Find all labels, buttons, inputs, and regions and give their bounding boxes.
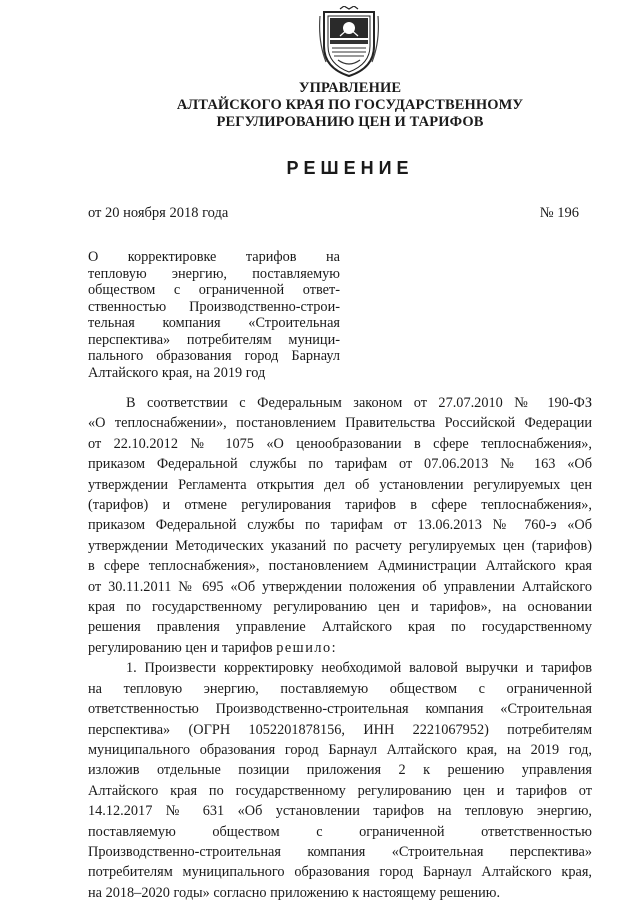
subject-line: ственностью Производственно-строи-	[88, 298, 340, 315]
preamble-line: регулированию цен и тарифов	[88, 639, 277, 656]
document-body	[88, 393, 592, 903]
subject-line: пального образования город Барнаул	[88, 348, 340, 364]
subject-line: тельная компания «Строительная	[88, 315, 340, 331]
preamble-final-line	[88, 638, 592, 658]
document-title: РЕШЕНИЕ	[286, 158, 414, 178]
preamble-line: в сфере теплоснабжения», постановлением Администрации Алтайского края	[88, 558, 592, 575]
item-1-line: на 2018–2020 годы» согласно приложению к настоящему решению.	[88, 884, 501, 901]
preamble-line: В соответствии с Федеральным законом от 27.07.2010 № 190-ФЗ	[126, 395, 592, 411]
item-1-line: изложив отдельные позиции приложения 2 к решению управления	[88, 762, 592, 779]
preamble-line: приказом Федеральной службы по тарифам от 13.06.2013 № 760-э «Об	[88, 517, 592, 534]
item-1-line: потребителям муниципального образования город Барнаул Алтайского края,	[88, 864, 592, 881]
subject-line: перспектива» потребителям муници-	[88, 331, 340, 348]
item-1-line: поставляемую обществом с ограниченной ответственностью	[88, 823, 592, 840]
item-1-line: муниципального образования город Барнаул Алтайского края, на 2019 год,	[88, 741, 592, 758]
decided-colon: :	[331, 639, 336, 656]
preamble-line: от 30.11.2011 № 695 «Об утверждении положения об управлении Алтайского	[88, 578, 592, 595]
subject-line: тепловую энергию, поставляемую	[88, 265, 340, 282]
item-1-line: Алтайского края по государственному регулированию цен и тарифов от	[88, 782, 592, 799]
preamble-line: от 22.10.2012 № 1075 «О ценообразовании в сфере теплоснабжения»,	[88, 435, 592, 452]
subject-line: обществом с ограниченной ответ-	[88, 282, 340, 298]
preamble-line: решения правления управление Алтайского края по государственному	[88, 619, 592, 636]
org-name-line-1: УПРАВЛЕНИЕ	[298, 80, 402, 96]
preamble-line: «О теплоснабжении», постановлением Правительства Российской Федерации	[88, 415, 592, 432]
item-1-line: перспектива» (ОГРН 1052201878156, ИНН 2221067952) потребителям	[88, 721, 592, 738]
subject-line: Алтайского края, на 2019 год	[88, 364, 266, 381]
item-1-line: на тепловую энергию, поставляемую обществом с ограниченной	[88, 680, 592, 697]
preamble-line: края по государственному регулированию цен и тарифов», на основании	[88, 599, 592, 616]
preamble-line: утверждении Регламента открытия дел об установлении регулируемых цен	[88, 476, 592, 493]
coat-of-arms-emblem	[318, 6, 380, 78]
subject-line: О корректировке тарифов на	[88, 249, 340, 265]
item-1-line: Производственно-строительная компания «Строительная перспектива»	[88, 843, 592, 860]
preamble-line: (тарифов) и отмене регулирования тарифов в сфере теплоснабжения»,	[88, 497, 592, 514]
item-1-line: ответственностью Производственно-строительная компания «Строительная	[88, 701, 592, 718]
preamble-line: приказом Федеральной службы по тарифам от 07.06.2013 № 163 «Об	[88, 456, 592, 473]
org-name-line-3: РЕГУЛИРОВАНИЮ ЦЕН И ТАРИФОВ	[216, 114, 484, 130]
item-1-line: 14.12.2017 № 631 «Об установлении тарифов на тепловую энергию,	[88, 803, 592, 820]
document-date: от 20 ноября 2018 года	[88, 205, 229, 221]
decided-word: решило	[276, 639, 332, 656]
document-subject	[88, 249, 340, 381]
preamble-line: утверждении Методических указаний по расчету регулируемых цен (тарифов)	[88, 537, 592, 554]
org-name-line-2: АЛТАЙСКОГО КРАЯ ПО ГОСУДАРСТВЕННОМУ	[176, 97, 524, 113]
item-1-line: 1. Произвести корректировку необходимой валовой выручки и тарифов	[126, 660, 592, 677]
document-number: № 196	[539, 205, 579, 221]
